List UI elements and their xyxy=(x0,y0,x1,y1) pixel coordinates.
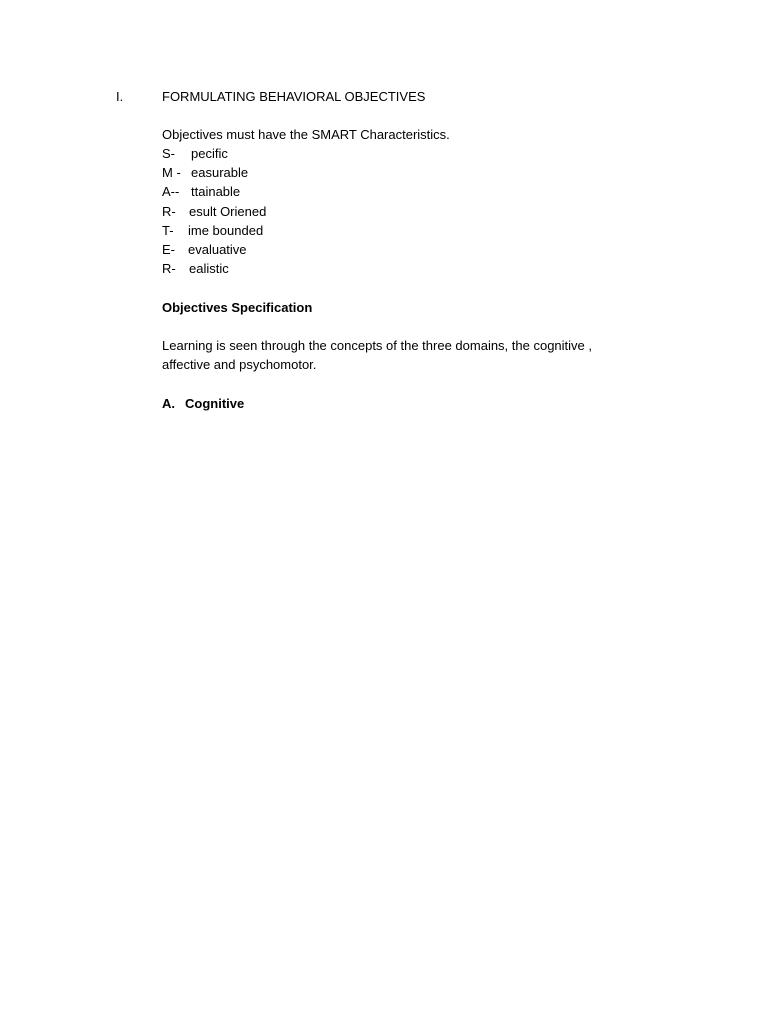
intro-text: Objectives must have the SMART Characteristics. xyxy=(162,127,450,142)
smart-word: ealistic xyxy=(189,261,229,276)
spec-heading: Objectives Specification xyxy=(162,300,313,315)
smart-letter: E- xyxy=(162,242,175,257)
smart-letter: R- xyxy=(162,261,176,276)
smart-word: ime bounded xyxy=(188,223,264,238)
smart-letter: T- xyxy=(162,223,174,238)
learning-text-line-1: Learning is seen through the concepts of the three domains, the cognitive , xyxy=(162,338,592,353)
smart-word: evaluative xyxy=(188,242,247,257)
section-number: I. xyxy=(116,89,124,104)
section-title: FORMULATING BEHAVIORAL OBJECTIVES xyxy=(162,89,426,104)
smart-letter: S- xyxy=(162,146,175,161)
smart-word: ttainable xyxy=(191,184,241,199)
smart-word: pecific xyxy=(191,146,228,161)
smart-letter: M - xyxy=(162,165,181,180)
smart-word: esult Oriened xyxy=(189,204,267,219)
subsection-label: A. xyxy=(162,396,175,411)
smart-letter: R- xyxy=(162,204,176,219)
smart-word: easurable xyxy=(191,165,249,180)
subsection-title: Cognitive xyxy=(185,396,245,411)
smart-letter: A-- xyxy=(162,184,180,199)
learning-text-line-2: affective and psychomotor. xyxy=(162,357,317,372)
